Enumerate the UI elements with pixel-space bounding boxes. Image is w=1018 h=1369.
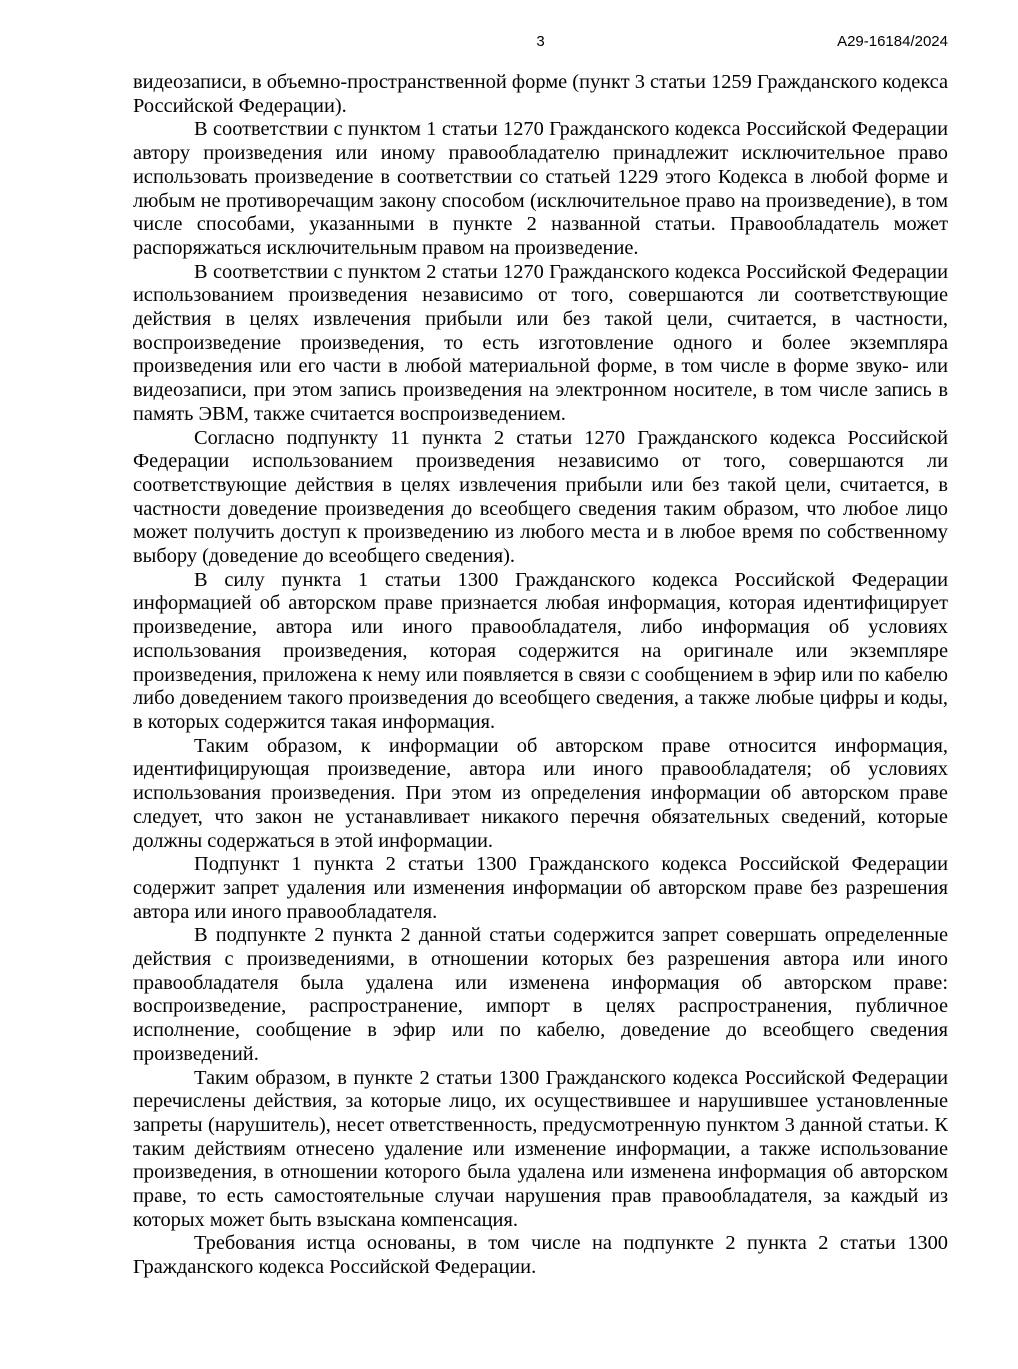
paragraph: В подпункте 2 пункта 2 данной статьи содержится запрет совершать определенные действия с произведениями, в отношении которых без разрешения автора или иного правообладателя была удалена или изменена информация об авторском праве: воспроизведение, распространение, импорт в целях распространения, публичное исполнение, сообщение в эфир или по кабелю, доведение до всеобщего сведения произведений. [133,924,948,1065]
paragraph: В соответствии с пунктом 1 статьи 1270 Гражданского кодекса Российской Федерации автору произведения или иному правообладателю принадлежит исключительное право использовать произведение в соответствии со статьей 1229 этого Кодекса в любой форме и любым не противоречащим закону способом (исключительное право на произведение), в том числе способами, указанными в пункте 2 названной статьи. Правообладатель может распоряжаться исключительным правом на произведение. [133,118,948,259]
paragraph: Требования истца основаны, в том числе на подпункте 2 пункта 2 статьи 1300 Гражданского кодекса Российской Федерации. [133,1232,948,1279]
page-number: 3 [536,33,545,50]
document-body [133,71,948,1280]
paragraph: Подпункт 1 пункта 2 статьи 1300 Гражданского кодекса Российской Федерации содержит запрет удаления или изменения информации об авторском праве без разрешения автора или иного правообладателя. [133,853,948,923]
paragraph: Согласно подпункту 11 пункта 2 статьи 1270 Гражданского кодекса Российской Федерации использованием произведения независимо от того, совершаются ли соответствующие действия в целях извлечения прибыли или без такой цели, считается, в частности доведение произведения до всеобщего сведения таким образом, что любое лицо может получить доступ к произведению из любого места и в любое время по собственному выбору (доведение до всеобщего сведения). [133,426,948,568]
page-header [133,33,948,53]
case-number: А29-16184/2024 [837,33,948,50]
paragraph: Таким образом, в пункте 2 статьи 1300 Гражданского кодекса Российской Федерации перечислены действия, за которые лицо, их осуществившее и нарушившее установленные запреты (нарушитель), несет ответственность, предусмотренную пунктом 3 данной статьи. К таким действиям отнесено удаление или изменение информации, а также использование произведения, в отношении которого была удалена или изменена информация об авторском праве, то есть самостоятельные случаи нарушения прав правообладателя, за каждый из которых может быть взыскана компенсация. [133,1066,948,1231]
paragraph: Таким образом, к информации об авторском праве относится информация, идентифицирующая произведение, автора или иного правообладателя; об условиях использования произведения. При этом из определения информации об авторском праве следует, что закон не устанавливает никакого перечня обязательных сведений, которые должны содержаться в этой информации. [133,734,948,852]
paragraph: В силу пункта 1 статьи 1300 Гражданского кодекса Российской Федерации информацией об авторском праве признается любая информация, которая идентифицирует произведение, автора или иного правообладателя, либо информация об условиях использования произведения, которая содержится на оригинале или экземпляре произведения, приложена к нему или появляется в связи с сообщением в эфир или по кабелю либо доведением такого произведения до всеобщего сведения, а также любые цифры и коды, в которых содержится такая информация. [133,568,948,733]
paragraph: В соответствии с пунктом 2 статьи 1270 Гражданского кодекса Российской Федерации использованием произведения независимо от того, совершаются ли соответствующие действия в целях извлечения прибыли или без такой цели, считается, в частности, воспроизведение произведения, то есть изготовление одного и более экземпляра произведения или его части в любой материальной форме, в том числе в форме звуко- или видеозаписи, при этом запись произведения на электронном носителе, в том числе запись в память ЭВМ, также считается воспроизведением. [133,260,948,425]
paragraph: видеозаписи, в объемно-пространственной форме (пункт 3 статьи 1259 Гражданского кодекса Российской Федерации). [133,71,948,117]
